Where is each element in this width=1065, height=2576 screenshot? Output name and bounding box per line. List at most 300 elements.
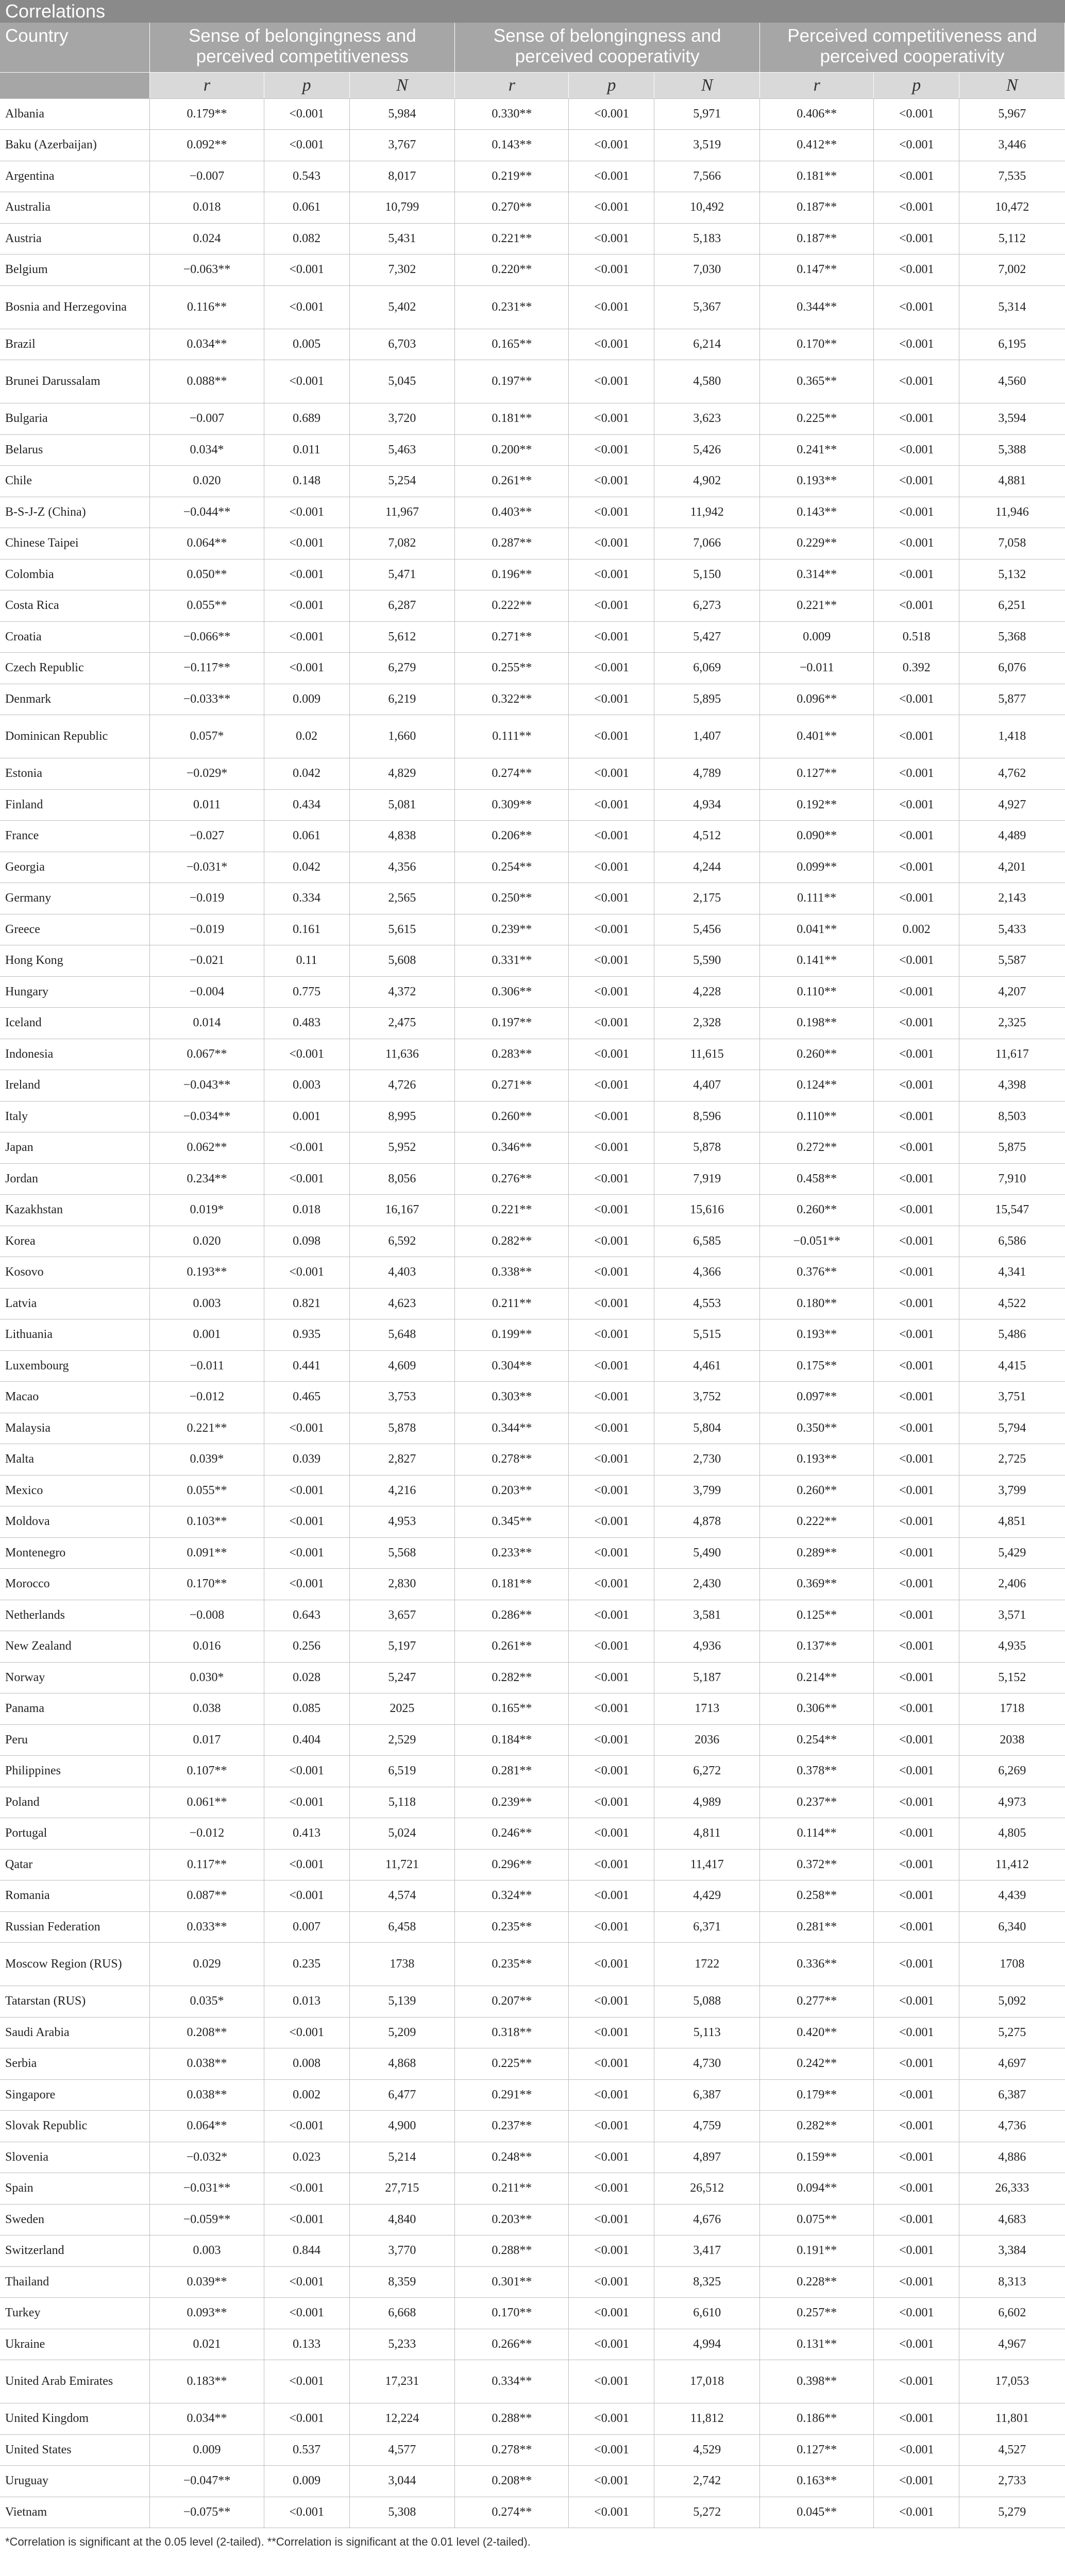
value-cell: <0.001 (569, 1257, 654, 1289)
value-cell: 0.334** (455, 2360, 569, 2403)
value-cell: <0.001 (264, 2298, 349, 2329)
value-cell: 0.303** (455, 1382, 569, 1413)
value-cell: 0.420** (760, 2017, 874, 2048)
value-cell: 0.276** (455, 1163, 569, 1195)
table-title: Correlations (0, 0, 1065, 23)
table-row (0, 821, 1065, 852)
value-cell: 0.082 (264, 223, 349, 255)
table-row (0, 1008, 1065, 1039)
table-row (0, 1444, 1065, 1476)
value-cell: 0.199** (455, 1319, 569, 1351)
value-cell: 5,045 (349, 360, 455, 403)
value-cell: <0.001 (874, 1444, 959, 1476)
value-cell: <0.001 (874, 528, 959, 560)
value-cell: 15,547 (959, 1195, 1065, 1226)
value-cell: <0.001 (874, 2048, 959, 2080)
value-cell: 0.260** (760, 1475, 874, 1506)
value-cell: 0.038** (150, 2079, 264, 2111)
value-cell: <0.001 (874, 161, 959, 192)
value-cell: <0.001 (874, 2266, 959, 2298)
value-cell: <0.001 (569, 1132, 654, 1164)
value-cell: 0.266** (455, 2329, 569, 2360)
value-cell: 0.334 (264, 883, 349, 914)
value-cell: 6,586 (959, 1226, 1065, 1257)
value-cell: 0.013 (264, 1986, 349, 2018)
value-cell: 7,002 (959, 255, 1065, 286)
value-cell: 0.231** (455, 285, 569, 329)
value-cell: 0.009 (264, 684, 349, 715)
value-cell: 4,429 (654, 1880, 760, 1912)
value-cell: <0.001 (874, 1319, 959, 1351)
value-cell: 0.062** (150, 1132, 264, 1164)
value-cell: 5,368 (959, 621, 1065, 653)
table-row (0, 621, 1065, 653)
value-cell: <0.001 (569, 1475, 654, 1506)
value-cell: 0.434 (264, 789, 349, 821)
value-cell: <0.001 (569, 434, 654, 466)
value-cell: −0.027 (150, 821, 264, 852)
value-cell: 0.365** (760, 360, 874, 403)
value-cell: 11,412 (959, 1849, 1065, 1880)
value-cell: <0.001 (569, 2466, 654, 2497)
value-cell: 0.009 (150, 2434, 264, 2466)
value-cell: 4,936 (654, 1631, 760, 1663)
value-cell: 5,272 (654, 2497, 760, 2528)
value-cell: 4,356 (349, 852, 455, 883)
value-cell: <0.001 (569, 1039, 654, 1070)
value-cell: 5,187 (654, 1662, 760, 1693)
table-row (0, 945, 1065, 977)
value-cell: 0.039 (264, 1444, 349, 1476)
value-cell: 0.208** (455, 2466, 569, 2497)
value-cell: 0.270** (455, 192, 569, 224)
value-cell: <0.001 (874, 2497, 959, 2528)
value-cell: 0.116** (150, 285, 264, 329)
value-cell: 11,812 (654, 2403, 760, 2435)
value-cell: 0.336** (760, 1943, 874, 1986)
country-cell: Finland (0, 789, 150, 821)
value-cell: <0.001 (264, 2403, 349, 2435)
value-cell: 0.088** (150, 360, 264, 403)
value-cell: 0.643 (264, 1600, 349, 1631)
value-cell: 5,254 (349, 466, 455, 497)
table-row (0, 1724, 1065, 1756)
value-cell: <0.001 (569, 559, 654, 590)
value-cell: 5,088 (654, 1986, 760, 2018)
value-cell: 0.099** (760, 852, 874, 883)
value-cell: 4,244 (654, 852, 760, 883)
table-row (0, 2466, 1065, 2497)
value-cell: 4,407 (654, 1070, 760, 1101)
value-cell: <0.001 (569, 1631, 654, 1663)
value-cell: 0.023 (264, 2142, 349, 2173)
value-cell: <0.001 (569, 1288, 654, 1319)
value-cell: 0.211** (455, 1288, 569, 1319)
value-cell: −0.075** (150, 2497, 264, 2528)
value-cell: <0.001 (569, 329, 654, 360)
value-cell: 4,207 (959, 976, 1065, 1008)
table-row (0, 1537, 1065, 1569)
value-cell: 4,730 (654, 2048, 760, 2080)
value-cell: 6,251 (959, 590, 1065, 622)
value-cell: <0.001 (569, 1163, 654, 1195)
value-cell: 0.211** (455, 2173, 569, 2205)
value-cell: 0.314** (760, 559, 874, 590)
value-cell: 0.103** (150, 1506, 264, 1538)
value-cell: <0.001 (569, 1569, 654, 1600)
value-cell: <0.001 (874, 1880, 959, 1912)
value-cell: <0.001 (874, 1039, 959, 1070)
value-cell: 2,529 (349, 1724, 455, 1756)
value-cell: <0.001 (569, 1195, 654, 1226)
country-cell: Kosovo (0, 1257, 150, 1289)
country-cell: Japan (0, 1132, 150, 1164)
value-cell: 10,472 (959, 192, 1065, 224)
value-cell: 0.935 (264, 1319, 349, 1351)
value-cell: 4,726 (349, 1070, 455, 1101)
value-cell: 12,224 (349, 2403, 455, 2435)
value-cell: 4,623 (349, 1288, 455, 1319)
value-cell: <0.001 (264, 255, 349, 286)
value-cell: 5,431 (349, 223, 455, 255)
value-cell: 5,895 (654, 684, 760, 715)
table-body (0, 98, 1065, 2528)
value-cell: 0.020 (150, 466, 264, 497)
value-cell: <0.001 (264, 1257, 349, 1289)
value-cell: 0.183** (150, 2360, 264, 2403)
value-cell: 0.272** (760, 1132, 874, 1164)
country-cell: Australia (0, 192, 150, 224)
value-cell: 5,587 (959, 945, 1065, 977)
value-cell: 6,371 (654, 1911, 760, 1943)
value-cell: <0.001 (569, 2329, 654, 2360)
value-cell: 0.214** (760, 1662, 874, 1693)
value-cell: 0.039* (150, 1444, 264, 1476)
value-cell: 7,919 (654, 1163, 760, 1195)
value-cell: 17,053 (959, 2360, 1065, 2403)
value-cell: 5,112 (959, 223, 1065, 255)
value-cell: 4,201 (959, 852, 1065, 883)
country-cell: Peru (0, 1724, 150, 1756)
value-cell: <0.001 (264, 497, 349, 528)
value-cell: 0.001 (264, 1101, 349, 1132)
country-cell: Jordan (0, 1163, 150, 1195)
value-cell: −0.034** (150, 1101, 264, 1132)
table-row (0, 130, 1065, 161)
country-cell: Tatarstan (RUS) (0, 1986, 150, 2018)
value-cell: 0.304** (455, 1350, 569, 1382)
table-row (0, 285, 1065, 329)
value-cell: 0.147** (760, 255, 874, 286)
value-cell: <0.001 (264, 1413, 349, 1444)
value-cell: <0.001 (569, 684, 654, 715)
value-cell: 1722 (654, 1943, 760, 1986)
value-cell: <0.001 (264, 590, 349, 622)
table-row (0, 2142, 1065, 2173)
table-row (0, 1569, 1065, 1600)
value-cell: 0.018 (150, 192, 264, 224)
value-cell: 4,609 (349, 1350, 455, 1382)
value-cell: 0.148 (264, 466, 349, 497)
value-cell: <0.001 (569, 976, 654, 1008)
value-cell: <0.001 (569, 466, 654, 497)
country-cell: Saudi Arabia (0, 2017, 150, 2048)
country-cell: Romania (0, 1880, 150, 1912)
value-cell: 0.170** (455, 2298, 569, 2329)
country-cell: Spain (0, 2173, 150, 2205)
value-cell: 0.042 (264, 852, 349, 883)
value-cell: 0.233** (455, 1537, 569, 1569)
value-cell: <0.001 (264, 1569, 349, 1600)
value-cell: <0.001 (264, 559, 349, 590)
value-cell: 4,580 (654, 360, 760, 403)
value-cell: <0.001 (874, 360, 959, 403)
country-cell: Singapore (0, 2079, 150, 2111)
value-cell: 0.125** (760, 1600, 874, 1631)
table-row (0, 976, 1065, 1008)
value-cell: 5,214 (349, 2142, 455, 2173)
value-cell: 0.206** (455, 821, 569, 852)
value-cell: <0.001 (569, 1319, 654, 1351)
country-cell: Estonia (0, 758, 150, 790)
table-row (0, 1257, 1065, 1289)
value-cell: <0.001 (264, 1849, 349, 1880)
value-cell: 0.241** (760, 434, 874, 466)
value-cell: 0.350** (760, 1413, 874, 1444)
value-cell: <0.001 (264, 2360, 349, 2403)
table-row (0, 653, 1065, 684)
value-cell: 0.775 (264, 976, 349, 1008)
value-cell: 1,418 (959, 715, 1065, 758)
value-cell: 5,967 (959, 98, 1065, 130)
value-cell: <0.001 (264, 528, 349, 560)
value-cell: <0.001 (874, 1849, 959, 1880)
value-cell: <0.001 (874, 2079, 959, 2111)
value-cell: 0.235** (455, 1911, 569, 1943)
value-cell: 1708 (959, 1943, 1065, 1986)
value-cell: 11,417 (654, 1849, 760, 1880)
value-cell: 0.196** (455, 559, 569, 590)
value-cell: 8,056 (349, 1163, 455, 1195)
value-cell: 3,581 (654, 1600, 760, 1631)
table-row (0, 2235, 1065, 2267)
value-cell: 7,566 (654, 161, 760, 192)
value-cell: 0.237** (760, 1787, 874, 1818)
value-cell: <0.001 (569, 1070, 654, 1101)
value-cell: 0.239** (455, 914, 569, 945)
value-cell: 5,209 (349, 2017, 455, 2048)
value-cell: 0.179** (760, 2079, 874, 2111)
value-cell: 0.288** (455, 2403, 569, 2435)
value-cell: 0.483 (264, 1008, 349, 1039)
country-cell: France (0, 821, 150, 852)
value-cell: 0.035* (150, 1986, 264, 2018)
value-cell: 0.133 (264, 2329, 349, 2360)
country-cell: Vietnam (0, 2497, 150, 2528)
value-cell: 8,017 (349, 161, 455, 192)
value-cell: 4,577 (349, 2434, 455, 2466)
country-cell: B-S-J-Z (China) (0, 497, 150, 528)
value-cell: 0.170** (760, 329, 874, 360)
value-cell: <0.001 (569, 2142, 654, 2173)
value-cell: <0.001 (569, 2017, 654, 2048)
value-cell: −0.059** (150, 2204, 264, 2235)
value-cell: <0.001 (874, 758, 959, 790)
value-cell: <0.001 (874, 1818, 959, 1850)
value-cell: <0.001 (874, 945, 959, 977)
value-cell: <0.001 (569, 621, 654, 653)
value-cell: 0.278** (455, 1444, 569, 1476)
value-cell: 2,827 (349, 1444, 455, 1476)
table-row (0, 497, 1065, 528)
country-cell: Italy (0, 1101, 150, 1132)
value-cell: 0.222** (455, 590, 569, 622)
value-cell: 3,623 (654, 403, 760, 435)
value-cell: 16,167 (349, 1195, 455, 1226)
value-cell: <0.001 (569, 2048, 654, 2080)
value-cell: 0.039** (150, 2266, 264, 2298)
value-cell: <0.001 (874, 192, 959, 224)
value-cell: 0.038 (150, 1693, 264, 1725)
table-row (0, 2017, 1065, 2048)
country-cell: Lithuania (0, 1319, 150, 1351)
value-cell: 0.090** (760, 821, 874, 852)
value-cell: 11,721 (349, 1849, 455, 1880)
table-row (0, 434, 1065, 466)
value-cell: 4,840 (349, 2204, 455, 2235)
value-cell: 0.067** (150, 1039, 264, 1070)
table-row (0, 1818, 1065, 1850)
value-cell: 7,302 (349, 255, 455, 286)
value-cell: 0.098 (264, 1226, 349, 1257)
value-cell: 0.143** (760, 497, 874, 528)
table-row (0, 590, 1065, 622)
value-cell: 0.228** (760, 2266, 874, 2298)
value-cell: 7,066 (654, 528, 760, 560)
value-cell: <0.001 (569, 1880, 654, 1912)
value-cell: 4,676 (654, 2204, 760, 2235)
value-cell: 0.014 (150, 1008, 264, 1039)
value-cell: 0.821 (264, 1288, 349, 1319)
value-cell: <0.001 (569, 98, 654, 130)
value-cell: <0.001 (569, 2298, 654, 2329)
value-cell: 26,333 (959, 2173, 1065, 2205)
value-cell: <0.001 (874, 1350, 959, 1382)
value-cell: <0.001 (569, 1662, 654, 1693)
value-cell: <0.001 (569, 223, 654, 255)
value-cell: <0.001 (569, 1756, 654, 1787)
value-cell: 0.159** (760, 2142, 874, 2173)
value-cell: 0.034** (150, 329, 264, 360)
value-cell: 0.289** (760, 1537, 874, 1569)
value-cell: 17,018 (654, 2360, 760, 2403)
country-cell: Serbia (0, 2048, 150, 2080)
value-cell: 0.234** (150, 1163, 264, 1195)
value-cell: 0.165** (455, 1693, 569, 1725)
country-cell: Croatia (0, 621, 150, 653)
value-cell: 0.260** (455, 1101, 569, 1132)
table-row (0, 2173, 1065, 2205)
value-cell: 0.229** (760, 528, 874, 560)
value-cell: 0.11 (264, 945, 349, 977)
table-row (0, 1382, 1065, 1413)
value-cell: <0.001 (569, 821, 654, 852)
country-cell: Bosnia and Herzegovina (0, 285, 150, 329)
value-cell: <0.001 (264, 1537, 349, 1569)
value-cell: 0.260** (760, 1195, 874, 1226)
value-cell: <0.001 (569, 1226, 654, 1257)
value-cell: <0.001 (569, 914, 654, 945)
subheader-row (0, 72, 1065, 98)
table-row (0, 1693, 1065, 1725)
value-cell: 3,044 (349, 2466, 455, 2497)
value-cell: 0.344** (455, 1413, 569, 1444)
value-cell: 0.465 (264, 1382, 349, 1413)
value-cell: <0.001 (569, 192, 654, 224)
value-cell: 0.021 (150, 2329, 264, 2360)
country-cell: Hungary (0, 976, 150, 1008)
value-cell: −0.008 (150, 1600, 264, 1631)
value-cell: 0.403** (455, 497, 569, 528)
table-row (0, 2204, 1065, 2235)
value-cell: 0.346** (455, 1132, 569, 1164)
value-cell: <0.001 (569, 2497, 654, 2528)
value-cell: 2,725 (959, 1444, 1065, 1476)
value-cell: 7,535 (959, 161, 1065, 192)
value-cell: <0.001 (874, 2329, 959, 2360)
value-cell: 0.221** (150, 1413, 264, 1444)
value-cell: −0.031* (150, 852, 264, 883)
value-cell: 0.111** (455, 715, 569, 758)
value-cell: 4,553 (654, 1288, 760, 1319)
value-cell: 0.378** (760, 1756, 874, 1787)
value-cell: 2,830 (349, 1569, 455, 1600)
value-cell: 4,228 (654, 976, 760, 1008)
value-cell: 0.306** (455, 976, 569, 1008)
value-cell: <0.001 (569, 715, 654, 758)
value-cell: 2,175 (654, 883, 760, 914)
table-row (0, 2497, 1065, 2528)
value-cell: 0.331** (455, 945, 569, 977)
value-cell: 0.163** (760, 2466, 874, 2497)
country-cell: Latvia (0, 1288, 150, 1319)
value-cell: 6,214 (654, 329, 760, 360)
value-cell: −0.021 (150, 945, 264, 977)
value-cell: 0.050** (150, 559, 264, 590)
country-cell: Qatar (0, 1849, 150, 1880)
value-cell: 0.344** (760, 285, 874, 329)
value-cell: <0.001 (874, 403, 959, 435)
value-cell: 6,610 (654, 2298, 760, 2329)
value-cell: −0.063** (150, 255, 264, 286)
value-cell: 0.255** (455, 653, 569, 684)
value-cell: <0.001 (874, 223, 959, 255)
value-cell: <0.001 (874, 1382, 959, 1413)
value-cell: 2,742 (654, 2466, 760, 2497)
value-cell: <0.001 (264, 2017, 349, 2048)
value-cell: 2025 (349, 1693, 455, 1725)
country-cell: Baku (Azerbaijan) (0, 130, 150, 161)
country-cell: Russian Federation (0, 1911, 150, 1943)
value-cell: <0.001 (569, 1818, 654, 1850)
value-cell: 0.401** (760, 715, 874, 758)
country-cell: Germany (0, 883, 150, 914)
value-cell: −0.011 (150, 1350, 264, 1382)
value-cell: 6,279 (349, 653, 455, 684)
table-row (0, 223, 1065, 255)
value-cell: 0.124** (760, 1070, 874, 1101)
value-cell: <0.001 (569, 255, 654, 286)
